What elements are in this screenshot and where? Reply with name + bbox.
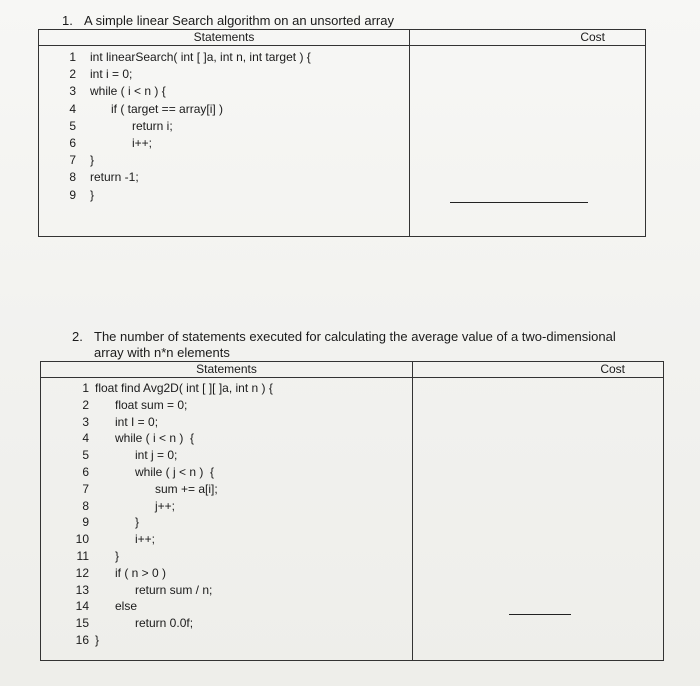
code-line [41, 464, 412, 481]
line-number: 7 [82, 481, 89, 496]
code-line [39, 66, 409, 83]
line-number: 16 [75, 632, 89, 647]
code-text: return i; [132, 118, 173, 133]
code-line [39, 83, 409, 100]
code-line [39, 118, 409, 135]
code-text: sum += a[i]; [155, 481, 218, 496]
code-line [41, 615, 412, 632]
line-number: 4 [82, 431, 89, 446]
question-2-title-line1: The number of statements executed for calculating the average value of a two-dimensional [94, 329, 616, 344]
line-number: 11 [76, 548, 89, 563]
line-number: 4 [69, 101, 76, 116]
line-number: 1 [82, 381, 89, 395]
question-2-table [40, 361, 664, 661]
statements-cell [39, 46, 410, 237]
code-text: } [135, 515, 140, 530]
statements-header: Statements [41, 362, 413, 378]
cost-cell[interactable] [413, 378, 664, 661]
code-text: while ( i < n ) { [115, 431, 195, 446]
question-2-title-line2: array with n*n elements [94, 345, 230, 360]
line-number: 6 [82, 464, 89, 479]
code-text: float sum = 0; [115, 397, 188, 412]
line-number: 1 [69, 50, 76, 64]
code-text: else [115, 599, 138, 614]
question-1-title-text: A simple linear Search algorithm on an unsorted array [84, 13, 394, 28]
code-text: i++; [135, 532, 156, 547]
code-text: if ( target == array[i] ) [111, 101, 224, 116]
line-number: 10 [75, 532, 89, 547]
line-number: 2 [82, 397, 89, 412]
line-number: 15 [75, 616, 89, 631]
answer-line[interactable] [509, 614, 571, 615]
line-number: 6 [69, 135, 76, 150]
code-text: j++; [155, 498, 176, 513]
code-line [39, 101, 409, 118]
line-number: 2 [69, 67, 76, 82]
code-lines [41, 380, 412, 649]
code-text: int i = 0; [90, 67, 133, 82]
code-text: } [115, 548, 120, 563]
line-number: 7 [69, 153, 76, 168]
code-line [41, 430, 412, 447]
question-2-number: 2. [72, 329, 83, 344]
line-number: 5 [82, 448, 89, 463]
cost-cell[interactable] [410, 46, 646, 237]
line-number: 9 [69, 187, 76, 202]
line-number: 8 [82, 498, 89, 513]
line-number: 13 [75, 582, 89, 597]
line-number: 12 [75, 565, 89, 580]
code-text: return sum / n; [135, 582, 213, 597]
question-1-number: 1. [62, 13, 73, 28]
code-line [41, 481, 412, 498]
code-line [41, 514, 412, 531]
code-line [41, 548, 412, 565]
code-text: int linearSearch( int [ ]a, int n, int target ) { [90, 50, 311, 64]
code-text: if ( n > 0 ) [115, 565, 167, 580]
answer-line[interactable] [450, 202, 588, 203]
code-text: float find Avg2D( int [ ][ ]a, int n ) { [95, 381, 273, 395]
cost-header: Cost [410, 30, 646, 46]
code-line [41, 397, 412, 414]
question-2-title [72, 329, 616, 361]
line-number: 3 [69, 84, 76, 99]
code-text: int j = 0; [135, 448, 178, 463]
code-line [39, 152, 409, 169]
code-line [41, 531, 412, 548]
code-line [41, 565, 412, 582]
code-text: int I = 0; [115, 414, 159, 429]
line-number: 9 [82, 515, 89, 530]
code-text: } [90, 153, 95, 168]
code-line [39, 187, 409, 204]
code-line [41, 380, 412, 397]
code-text: i++; [132, 135, 153, 150]
code-lines [39, 49, 409, 204]
line-number: 5 [69, 118, 76, 133]
statements-header: Statements [39, 30, 410, 46]
statements-cell [41, 378, 413, 661]
line-number: 3 [82, 414, 89, 429]
code-line [41, 498, 412, 515]
code-line [39, 169, 409, 186]
code-text: while ( i < n ) { [90, 84, 166, 99]
code-line [41, 632, 412, 649]
code-text: while ( j < n ) { [135, 464, 215, 479]
question-1-table [38, 29, 646, 237]
code-line [41, 582, 412, 599]
code-text: } [95, 632, 100, 647]
question-1-title [62, 13, 394, 29]
code-text: } [90, 187, 95, 202]
line-number: 14 [75, 599, 89, 614]
line-number: 8 [69, 170, 76, 185]
code-line [41, 447, 412, 464]
code-line [39, 135, 409, 152]
code-text: return 0.0f; [135, 616, 194, 631]
cost-header: Cost [413, 362, 664, 378]
code-line [41, 414, 412, 431]
code-line [41, 598, 412, 615]
code-text: return -1; [90, 170, 139, 185]
code-line [39, 49, 409, 66]
